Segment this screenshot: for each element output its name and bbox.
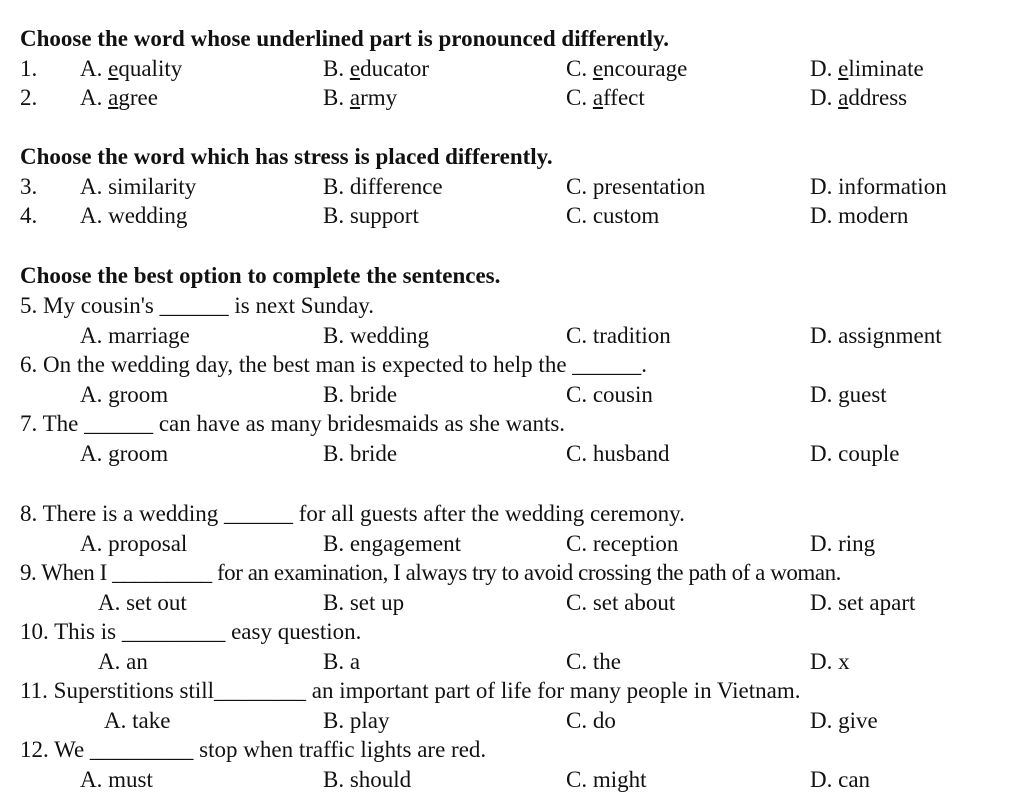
question-10-stem: [0, 617, 1024, 647]
question-2-option-c: C. affect: [566, 85, 645, 110]
question-6-options: [0, 380, 1024, 410]
question-11-option-b: B. play: [323, 708, 390, 733]
question-9-options: [0, 588, 1024, 618]
question-6-option-d: D. guest: [810, 382, 887, 407]
question-5-option-c: C. tradition: [566, 323, 671, 348]
question-10-options: [0, 647, 1024, 677]
question-8-option-a: A. proposal: [80, 531, 188, 556]
question-8-option-c: C. reception: [566, 531, 679, 556]
question-4-option-c: C. custom: [566, 203, 660, 228]
question-3-row: [0, 172, 1024, 202]
question-5-option-b: B. wedding: [323, 323, 430, 348]
question-1-number: 1.: [20, 56, 38, 81]
question-2-option-a: A. agree: [80, 85, 158, 110]
question-1-option-d: D. eliminate: [810, 56, 924, 81]
underlined-letter: e: [838, 56, 849, 81]
question-8-text: 8. There is a wedding ______ for all guests after the wedding ceremony.: [20, 501, 685, 526]
question-7-stem: [0, 409, 1024, 439]
question-12-options: [0, 765, 1024, 795]
question-9-option-c: C. set about: [566, 590, 676, 615]
section-2-heading-line: [0, 142, 1024, 172]
question-5-text: 5. My cousin's ______ is next Sunday.: [20, 293, 375, 318]
question-7-option-c: C. husband: [566, 441, 670, 466]
answer-blank: ______: [572, 352, 642, 377]
question-12-stem: [0, 735, 1024, 765]
question-4-option-d: D. modern: [810, 203, 909, 228]
question-8-stem: [0, 499, 1024, 529]
answer-blank: _________: [89, 737, 194, 762]
question-10-option-b: B. a: [323, 649, 361, 674]
question-7-option-a: A. groom: [80, 441, 169, 466]
underlined-letter: e: [108, 56, 119, 81]
question-2-row: [0, 83, 1024, 113]
question-11-option-d: D. give: [810, 708, 878, 733]
question-12-option-d: D. can: [810, 767, 871, 792]
question-4-row: [0, 201, 1024, 231]
question-10-text: 10. This is _________ easy question.: [20, 619, 362, 644]
question-7-option-b: B. bride: [323, 441, 398, 466]
question-5-stem: [0, 291, 1024, 321]
question-8-options: [0, 529, 1024, 559]
question-12-option-b: B. should: [323, 767, 412, 792]
question-2-option-b: B. army: [323, 85, 398, 110]
answer-blank: ________: [214, 678, 307, 703]
question-11-text: 11. Superstitions still________ an important part of life for many people in Vietnam.: [20, 678, 801, 703]
underlined-letter: a: [108, 85, 119, 110]
question-2-option-d: D. address: [810, 85, 908, 110]
question-9-option-b: B. set up: [323, 590, 405, 615]
question-11-option-c: C. do: [566, 708, 616, 733]
question-6-option-b: B. bride: [323, 382, 398, 407]
question-6-text: 6. On the wedding day, the best man is expected to help the ______.: [20, 352, 648, 377]
question-9-option-a: A. set out: [98, 590, 187, 615]
section-3-heading: Choose the best option to complete the sentences.: [20, 263, 501, 288]
question-5-option-a: A. marriage: [80, 323, 190, 348]
question-10-option-a: A. an: [98, 649, 148, 674]
question-7-option-d: D. couple: [810, 441, 900, 466]
underlined-letter: e: [349, 56, 361, 81]
underlined-letter: a: [592, 85, 604, 110]
answer-blank: ______: [159, 293, 229, 318]
section-1-heading-line: [0, 24, 1024, 54]
question-7-text: 7. The ______ can have as many bridesmaids as she wants.: [20, 411, 566, 436]
question-7-options: [0, 439, 1024, 469]
answer-blank: _________: [121, 619, 226, 644]
question-3-option-b: B. difference: [323, 174, 443, 199]
question-10-option-d: D. x: [810, 649, 850, 674]
question-4-option-b: B. support: [323, 203, 419, 228]
question-1-option-a: A. equality: [80, 56, 183, 81]
question-12-text: 12. We _________ stop when traffic lights are red.: [20, 737, 487, 762]
question-9-option-d: D. set apart: [810, 590, 916, 615]
question-1-option-c: C. encourage: [566, 56, 688, 81]
question-6-stem: [0, 350, 1024, 380]
question-12-option-a: A. must: [80, 767, 153, 792]
question-1-option-b: B. educator: [323, 56, 430, 81]
question-11-options: [0, 706, 1024, 736]
question-2-number: 2.: [20, 85, 38, 110]
question-3-option-c: C. presentation: [566, 174, 706, 199]
question-4-number: 4.: [20, 203, 38, 228]
question-5-options: [0, 321, 1024, 351]
question-11-stem: [0, 676, 1024, 706]
question-10-option-c: C. the: [566, 649, 621, 674]
question-3-number: 3.: [20, 174, 38, 199]
question-6-option-a: A. groom: [80, 382, 169, 407]
question-3-option-a: A. similarity: [80, 174, 197, 199]
question-3-option-d: D. information: [810, 174, 947, 199]
answer-blank: ______: [84, 411, 154, 436]
answer-blank: _________: [112, 560, 212, 585]
underlined-letter: e: [592, 56, 604, 81]
question-1-row: [0, 54, 1024, 84]
underlined-letter: a: [838, 85, 849, 110]
question-6-option-c: C. cousin: [566, 382, 653, 407]
section-1-heading: Choose the word whose underlined part is pronounced differently.: [20, 26, 669, 51]
answer-blank: ______: [223, 501, 293, 526]
question-9-text: 9. When I _________ for an examination, I always try to avoid crossing the path of a woman.: [20, 560, 841, 585]
question-9-stem: [0, 558, 1024, 588]
underlined-letter: a: [349, 85, 361, 110]
question-4-option-a: A. wedding: [80, 203, 188, 228]
question-8-option-b: B. engagement: [323, 531, 461, 556]
question-12-option-c: C. might: [566, 767, 647, 792]
question-11-option-a: A. take: [104, 708, 171, 733]
section-3-heading-line: [0, 261, 1024, 291]
question-5-option-d: D. assignment: [810, 323, 942, 348]
question-8-option-d: D. ring: [810, 531, 876, 556]
section-2-heading: Choose the word which has stress is placed differently.: [20, 144, 553, 169]
